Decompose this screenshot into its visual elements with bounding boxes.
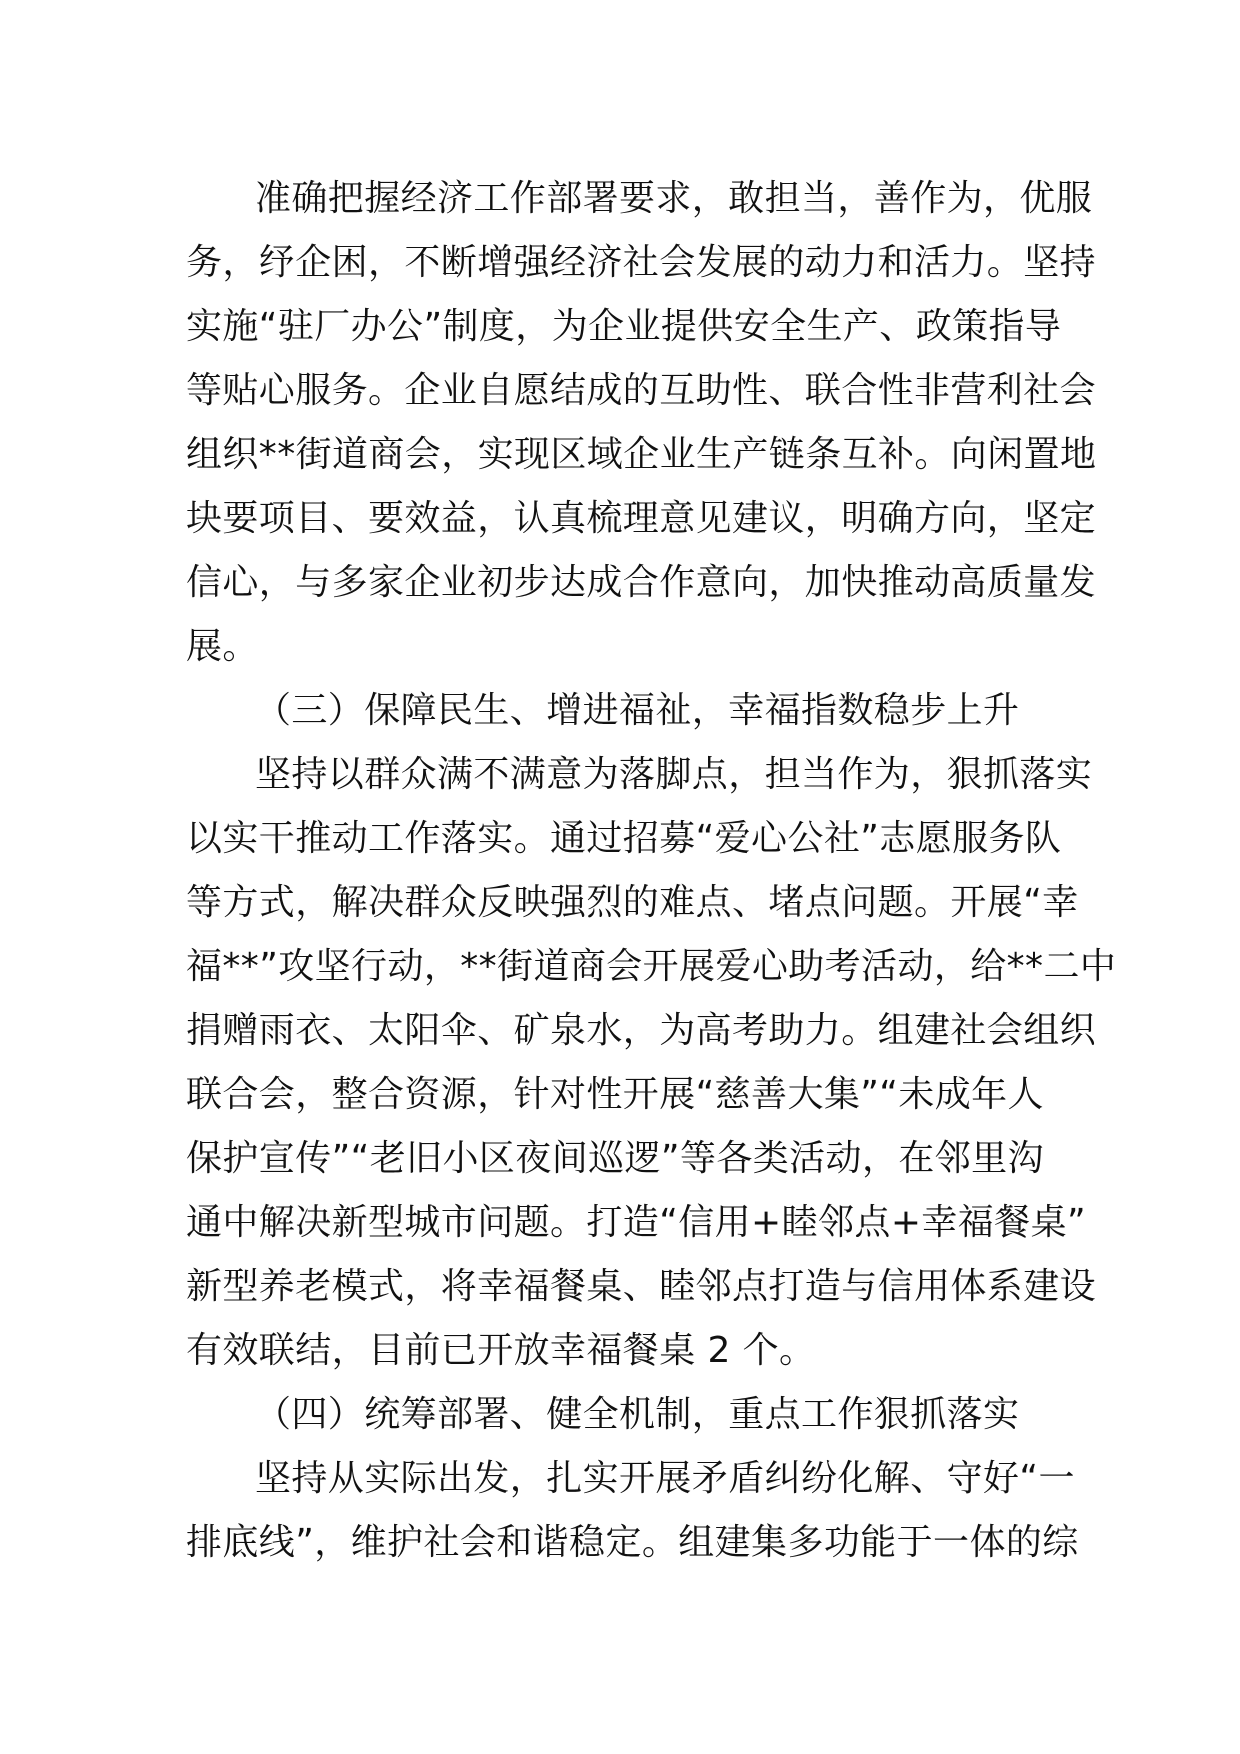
text-line: 展。 — [186, 626, 259, 667]
text-line: 联合会，整合资源，针对性开展“慈善大集”“未成年人 — [186, 1074, 1044, 1115]
text-line: 准确把握经济工作部署要求，敢担当，善作为，优服 — [255, 178, 1093, 219]
text-line: 捐赠雨衣、太阳伞、矿泉水，为高考助力。组建社会组织 — [186, 1010, 1097, 1051]
text-line: 通中解决新型城市问题。打造“信用+睦邻点+幸福餐桌” — [186, 1202, 1087, 1243]
text-line: 以实干推动工作落实。通过招募“爱心公社”志愿服务队 — [186, 818, 1062, 859]
section-heading: （三）保障民生、增进福祉，幸福指数稳步上升 — [255, 690, 1020, 731]
text-line: 有效联结，目前已开放幸福餐桌 2 个。 — [186, 1330, 816, 1371]
text-line: 坚持从实际出发，扎实开展矛盾纠纷化解、守好“一 — [255, 1458, 1075, 1499]
text-line: 保护宣传”“老旧小区夜间巡逻”等各类活动，在邻里沟 — [186, 1138, 1044, 1179]
text-line: 等方式，解决群众反映强烈的难点、堵点问题。开展“幸 — [186, 882, 1079, 923]
text-line: 等贴心服务。企业自愿结成的互助性、联合性非营利社会 — [186, 370, 1097, 411]
text-line: 组织**街道商会，实现区域企业生产链条互补。向闲置地 — [186, 434, 1097, 475]
section-heading: （四）统筹部署、健全机制，重点工作狠抓落实 — [255, 1394, 1020, 1435]
text-line: 实施“驻厂办公”制度，为企业提供安全生产、政策指导 — [186, 306, 1062, 347]
text-line: 福**”攻坚行动，**街道商会开展爱心助考活动，给**二中 — [186, 946, 1117, 987]
text-line: 块要项目、要效益，认真梳理意见建议，明确方向，坚定 — [186, 498, 1097, 539]
text-line: 排底线”，维护社会和谐稳定。组建集多功能于一体的综 — [186, 1522, 1079, 1563]
text-line: 坚持以群众满不满意为落脚点，担当作为，狠抓落实 — [255, 754, 1093, 795]
text-line: 新型养老模式，将幸福餐桌、睦邻点打造与信用体系建设 — [186, 1266, 1097, 1307]
text-line: 信心，与多家企业初步达成合作意向，加快推动高质量发 — [186, 562, 1097, 603]
text-line: 务，纾企困，不断增强经济社会发展的动力和活力。坚持 — [186, 242, 1097, 283]
